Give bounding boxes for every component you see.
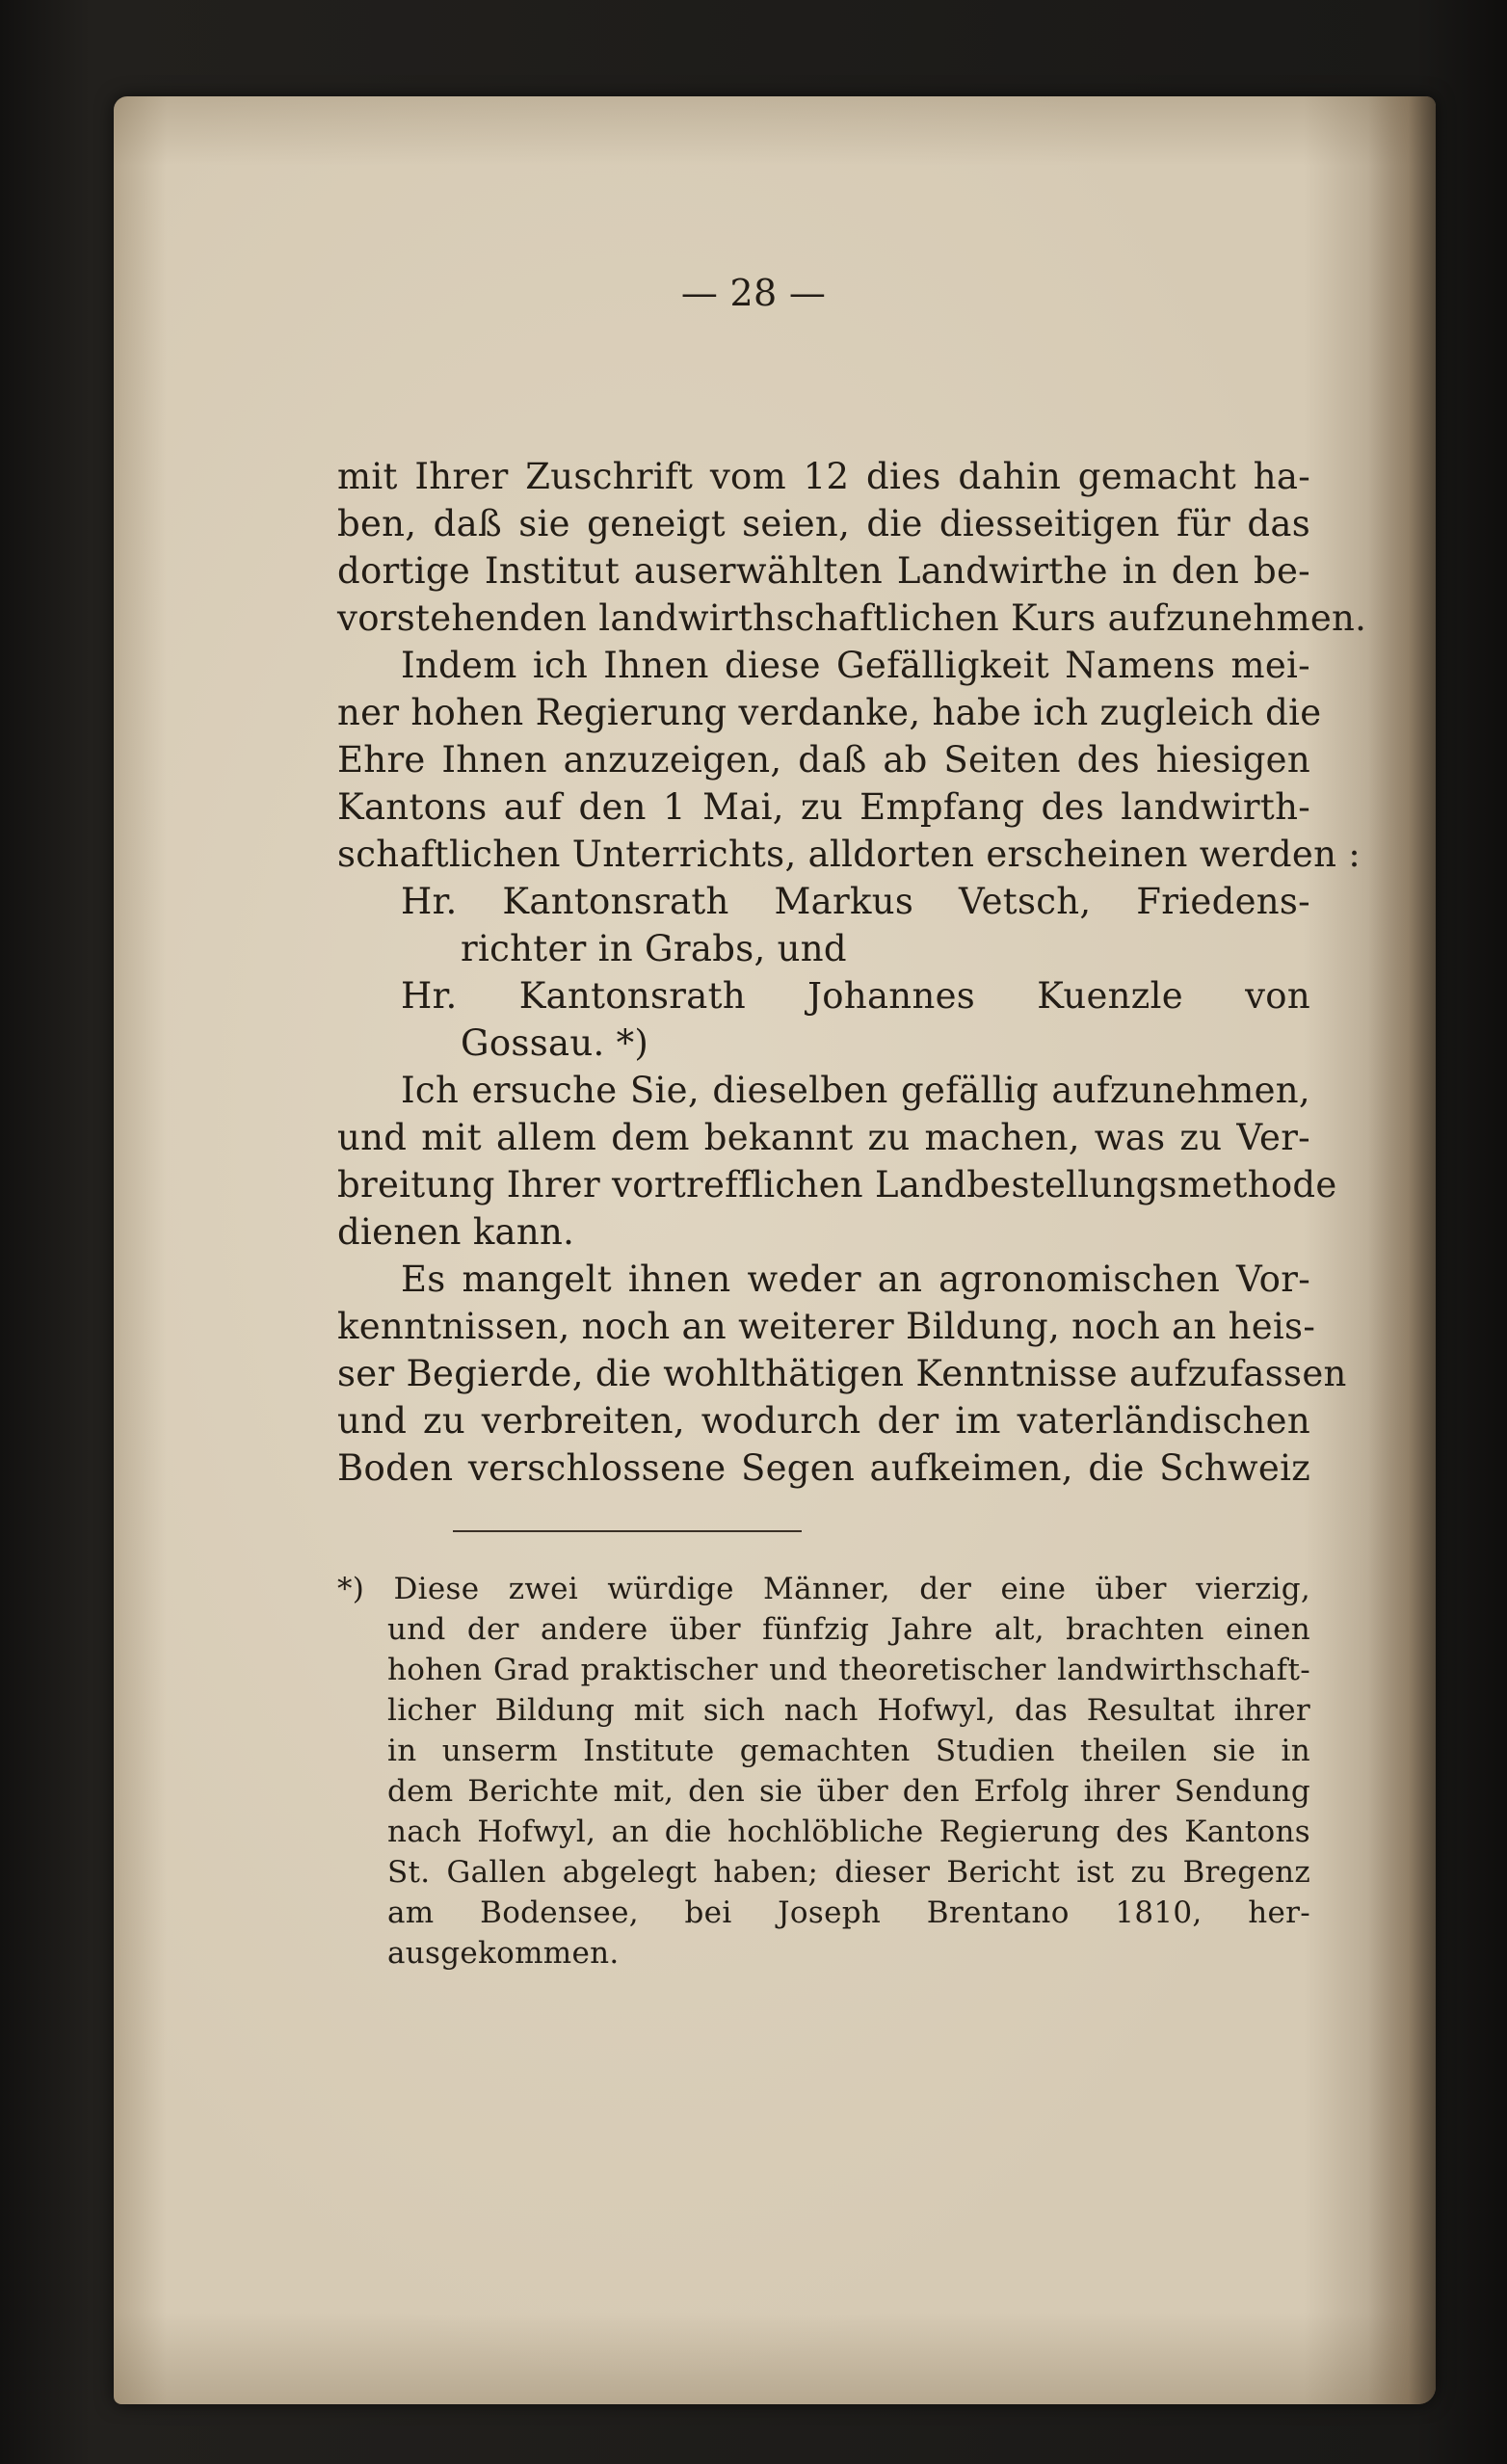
footnote-line: licher Bildung mit sich nach Hofwyl, das Resultat ihrer — [387, 1693, 1310, 1728]
body-line: ben, daß sie geneigt seien, die diesseitigen für das — [337, 503, 1310, 544]
body-line: Ehre Ihnen anzuzeigen, daß ab Seiten des hiesigen — [337, 739, 1310, 781]
footnote-rule — [453, 1530, 802, 1532]
body-text — [337, 453, 1367, 1492]
footnote-line: am Bodensee, bei Joseph Brentano 1810, her- — [387, 1895, 1310, 1930]
footnote-line: nach Hofwyl, an die hochlöbliche Regierung des Kantons — [387, 1815, 1310, 1849]
footnote-line: dem Berichte mit, den sie über den Erfolg ihrer Sendung — [387, 1774, 1310, 1809]
body-line: Indem ich Ihnen diese Gefälligkeit Namens mei- — [401, 645, 1310, 686]
page-gutter-shadow — [1368, 96, 1436, 2404]
body-line: vorstehenden landwirthschaftlichen Kurs aufzunehmen. — [337, 597, 1367, 639]
footnote — [337, 1569, 1310, 1974]
body-line: dienen kann. — [337, 1211, 575, 1253]
body-line: breitung Ihrer vortrefflichen Landbestellungsmethode — [337, 1164, 1337, 1206]
body-line: Ich ersuche Sie, dieselben gefällig aufzunehmen, — [401, 1070, 1310, 1111]
body-line: kenntnissen, noch an weiterer Bildung, noch an heis- — [337, 1306, 1316, 1347]
body-line: ner hohen Regierung verdanke, habe ich zugleich die — [337, 692, 1322, 733]
body-line: schaftlichen Unterrichts, alldorten erscheinen werden : — [337, 834, 1362, 875]
body-line: Boden verschlossene Segen aufkeimen, die Schweiz — [337, 1447, 1310, 1489]
body-line: richter in Grabs, und — [461, 928, 847, 969]
body-line: Kantons auf den 1 Mai, zu Empfang des landwirth- — [337, 786, 1310, 828]
footnote-line: *) Diese zwei würdige Männer, der eine über vierzig, — [337, 1572, 1310, 1606]
footnote-line: in unserm Institute gemachten Studien theilen sie in — [387, 1734, 1310, 1768]
body-line: ser Begierde, die wohlthätigen Kenntnisse aufzufassen — [337, 1353, 1347, 1394]
footnote-line: und der andere über fünfzig Jahre alt, brachten einen — [387, 1612, 1310, 1647]
body-line: dortige Institut auserwählten Landwirthe in den be- — [337, 550, 1310, 592]
body-line: Hr. Kantonsrath Johannes Kuenzle von — [401, 975, 1310, 1017]
body-line: und mit allem dem bekannt zu machen, was zu Ver- — [337, 1117, 1310, 1158]
body-line: Es mangelt ihnen weder an agronomischen Vor- — [401, 1258, 1310, 1300]
footnote-line: ausgekommen. — [387, 1936, 620, 1971]
body-line: mit Ihrer Zuschrift vom 12 dies dahin gemacht ha- — [337, 456, 1310, 497]
footnote-line: hohen Grad praktischer und theoretischer landwirthschaft- — [387, 1653, 1310, 1687]
body-line: und zu verbreiten, wodurch der im vaterländischen — [337, 1400, 1310, 1442]
footnote-line: St. Gallen abgelegt haben; dieser Bericht ist zu Bregenz — [387, 1855, 1310, 1890]
body-line: Gossau. *) — [461, 1022, 649, 1064]
page-number: — 28 — — [680, 272, 827, 314]
body-line: Hr. Kantonsrath Markus Vetsch, Friedens- — [401, 881, 1310, 922]
